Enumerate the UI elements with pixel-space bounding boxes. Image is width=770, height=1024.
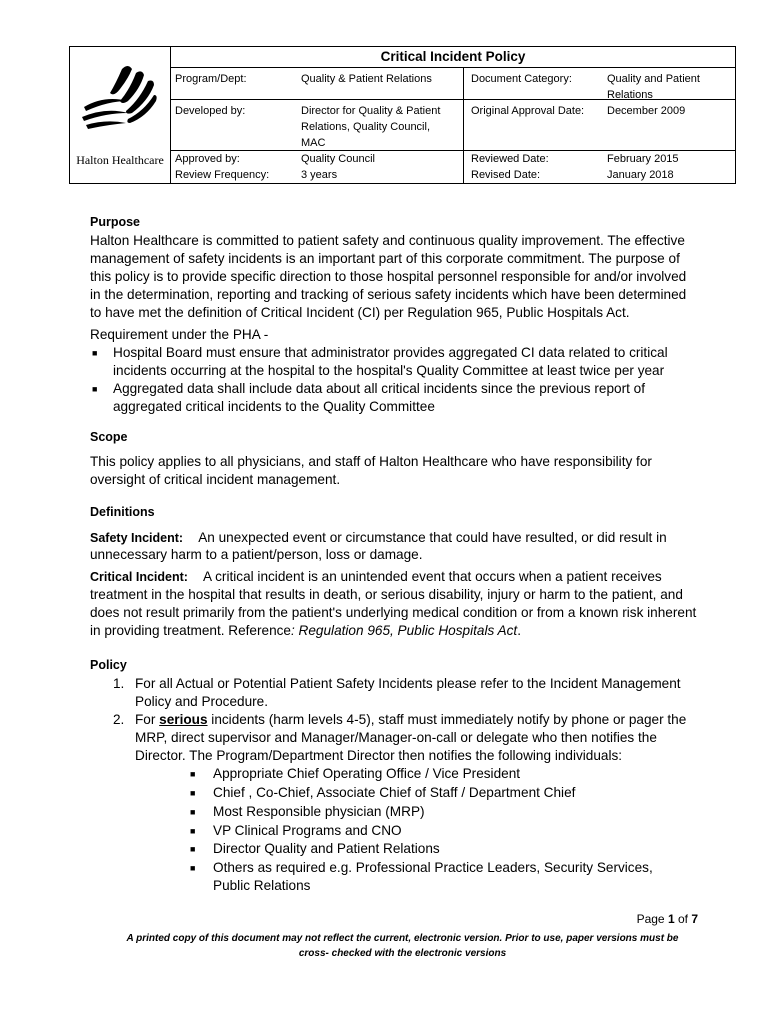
table-divider [463,67,464,183]
notify-list-item: Director Quality and Patient Relations [213,841,440,856]
label-program-dept: Program/Dept: [175,73,247,85]
value-document-category-1: Quality and Patient [607,73,700,85]
value-reviewed-date: February 2015 [607,153,679,165]
policy-item-number: 1. [113,676,125,691]
halton-logo-icon [80,61,160,151]
notify-list-item: VP Clinical Programs and CNO [213,823,402,838]
printed-copy-note-line: cross- checked with the electronic versions [298,948,507,959]
scope-heading: Scope [90,430,128,444]
label-original-approval: Original Approval Date: [471,105,585,117]
requirement-bullet: Aggregated data shall include data about all critical incidents since the previous report of [113,381,645,396]
policy-heading: Policy [90,658,127,672]
bullet-icon: ■ [92,384,98,394]
page-current: 1 [667,912,675,926]
bullet-icon: ■ [92,348,98,358]
logo [70,47,171,183]
label-reviewed-date: Reviewed Date: [471,153,549,165]
policy-item-number: 2. [113,712,125,727]
requirement-bullet: Hospital Board must ensure that administrator provides aggregated CI data related to critical [113,345,668,360]
critical-incident-def [90,568,700,587]
page-number [637,912,698,926]
safety-incident-def [90,529,700,548]
logo-text: Halton Healthcare [76,153,164,167]
critical-reference-text: in providing treatment. Reference [90,623,291,638]
policy-item-2-rest: incidents (harm levels 4-5), staff must immediately notify by phone or pager the [207,712,687,727]
policy-item-2-cont: Director. The Program/Department Director then notifies the following individuals: [135,748,623,763]
policy-title: Critical Incident Policy [171,47,735,68]
definitions-heading: Definitions [90,505,155,519]
notify-list-item: Chief , Co-Chief, Associate Chief of Staff / Department Chief [213,785,576,800]
notify-list-item: Others as required e.g. Professional Practice Leaders, Security Services, [213,860,653,875]
bullet-icon: ■ [190,844,196,854]
critical-reference-period: . [517,623,521,638]
value-document-category-2: Relations [607,89,653,101]
policy-item-2-pre: For [135,712,160,727]
purpose-line: to have met the definition of Critical Incident (CI) per Regulation 965, Public Hospitals Act. [90,305,630,320]
safety-incident-line: unnecessary harm to a patient/person, loss or damage. [90,547,423,562]
value-program-dept: Quality & Patient Relations [301,73,432,85]
notify-list-item: Most Responsible physician (MRP) [213,804,425,819]
scope-line: This policy applies to all physicians, and staff of Halton Healthcare who have responsibility for [90,454,652,469]
purpose-heading: Purpose [90,215,141,229]
printed-copy-note-line: A printed copy of this document may not reflect the current, electronic version. Prior to use, paper versions must be [126,933,679,944]
purpose-line: Halton Healthcare is committed to patient safety and continuous quality improvement. The effective [90,233,685,248]
requirement-bullet: aggregated critical incidents to the Quality Committee [113,399,435,414]
value-developed-by-3: MAC [301,137,326,149]
safety-incident-text: An unexpected event or circumstance that could have resulted, or did result in [198,530,667,545]
value-review-frequency: 3 years [301,169,338,181]
bullet-icon: ■ [190,769,196,779]
label-revised-date: Revised Date: [471,169,541,181]
critical-incident-line: does not result primarily from the patient's underlying medical condition or from a known risk inherent [90,605,697,620]
printed-copy-note [69,931,736,961]
notify-list-item-cont: Public Relations [213,878,311,893]
label-approved-by: Approved by: [175,153,240,165]
safety-incident-label: Safety Incident: [90,531,184,545]
label-review-frequency: Review Frequency: [175,169,270,181]
bullet-icon: ■ [190,826,196,836]
purpose-line: management of safety incidents is an important part of this corporate commitment. The purpose of [90,251,680,266]
requirement-label: Requirement under the PHA - [90,327,269,342]
value-developed-by-1: Director for Quality & Patient [301,105,441,117]
label-document-category: Document Category: [471,73,572,85]
value-original-approval: December 2009 [607,105,686,117]
bullet-icon: ■ [190,863,196,873]
scope-line: oversight of critical incident management. [90,472,341,487]
critical-incident-label: Critical Incident: [90,570,188,584]
critical-incident-line: treatment in the hospital that results in death, or serious disability, injury or harm to the patient, and [90,587,683,602]
critical-incident-text: A critical incident is an unintended event that occurs when a patient receives [203,569,662,584]
notify-list-item: Appropriate Chief Operating Office / Vice President [213,766,521,781]
value-approved-by: Quality Council [301,153,375,165]
critical-reference-italic: : Regulation 965, Public Hospitals Act [291,623,518,638]
value-revised-date: January 2018 [607,169,674,181]
page-total: 7 [691,912,698,926]
policy-item-1-cont: Policy and Procedure. [135,694,268,709]
critical-incident-line [90,622,700,640]
header-table [69,46,736,184]
label-developed-by: Developed by: [175,105,246,117]
value-developed-by-2: Relations, Quality Council, [301,121,431,133]
page-of: of [674,912,692,926]
page-pre: Page [636,912,668,926]
policy-item-2 [135,711,745,729]
policy-item-2-cont: MRP, direct supervisor and Manager/Manager-on-call or delegate who then notifies the [135,730,657,745]
bullet-icon: ■ [190,807,196,817]
bullet-icon: ■ [190,788,196,798]
purpose-line: in the determination, reporting and tracking of serious safety incidents which have been determined [90,287,687,302]
requirement-bullet: incidents occurring at the hospital to the hospital's Quality Committee at least twice per year [113,363,665,378]
purpose-line: this policy is to provide specific direction to those hospital personnel responsible for and/or involved [90,269,687,284]
serious-emphasis: serious [159,712,208,727]
policy-item-1: For all Actual or Potential Patient Safety Incidents please refer to the Incident Management [135,676,681,691]
